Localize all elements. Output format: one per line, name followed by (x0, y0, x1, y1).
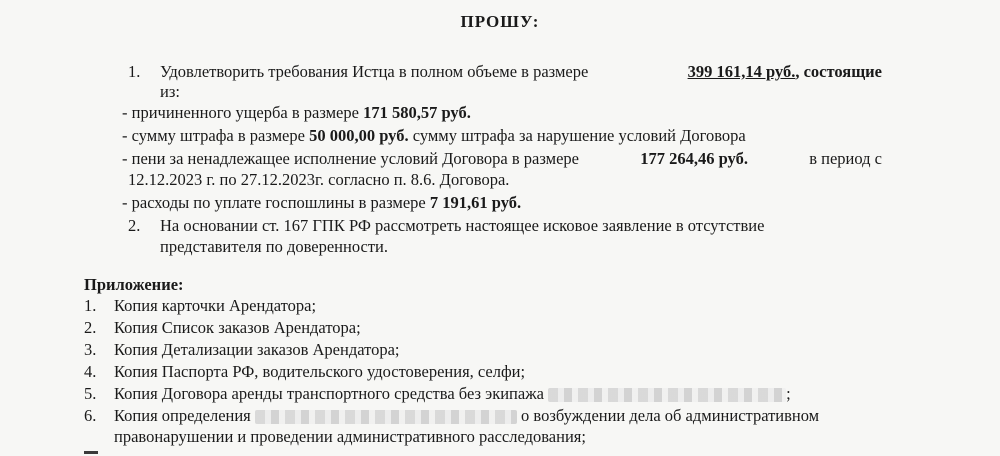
bullet-fine-text-b: сумму штрафа за нарушение условий Договора (412, 126, 746, 145)
appendix-item-6-tail: о возбуждении дела об административном (521, 406, 820, 425)
page-title (0, 12, 1000, 32)
redacted-block (548, 388, 786, 402)
request-item-2-cont: представителя по доверенности. (160, 237, 388, 256)
request-item-2-number: 2. (128, 216, 141, 235)
request-item-1-number: 1. (128, 62, 141, 81)
appendix-item-5-text: Копия Договора аренды транспортного средства без экипажа (114, 384, 544, 403)
appendix-item-1: Копия карточки Арендатора; (114, 296, 317, 315)
bullet-damage (122, 103, 471, 123)
bullet-penalty-text-b: в период с (809, 149, 882, 168)
appendix-item-3: Копия Детализации заказов Арендатора; (114, 340, 400, 359)
appendix-item-5-tail: ; (786, 384, 791, 403)
appendix-item-5-number: 5. (84, 384, 97, 403)
appendix-heading: Приложение: (84, 275, 184, 294)
request-item-1-cont: из: (160, 82, 180, 101)
appendix-item-2-number: 2. (84, 318, 97, 337)
total-amount: 399 161,14 руб. (687, 62, 796, 81)
appendix-item-6-text: Копия определения (114, 406, 251, 425)
fine-amount: 50 000,00 руб. (309, 126, 409, 145)
cropped-next-line (84, 446, 864, 456)
appendix-item-1-number: 1. (84, 296, 97, 315)
request-item-1 (160, 62, 882, 82)
bullet-penalty-cont: 12.12.2023 г. по 27.12.2023г. согласно п. 8.6. Договора. (128, 170, 510, 189)
damage-amount: 171 580,57 руб. (363, 103, 471, 122)
fee-amount: 7 191,61 руб. (429, 193, 522, 212)
title-text: ПРОШУ: (460, 12, 540, 31)
bullet-fee-text: - расходы по уплате госпошлины в размере (122, 193, 426, 212)
appendix-item-3-number: 3. (84, 340, 97, 359)
bullet-fine-text: - сумму штрафа в размере (122, 126, 305, 145)
request-item-1-text-b: , состоящие (795, 62, 882, 81)
appendix-item-6-cont: правонарушении и проведении административного расследования; (114, 427, 586, 446)
bullet-penalty-text: - пени за ненадлежащее исполнение условий Договора в размере (122, 149, 579, 168)
request-item-2-text: На основании ст. 167 ГПК РФ рассмотреть настоящее исковое заявление в отсутствие (160, 216, 765, 235)
request-item-1-amount-group (688, 62, 882, 82)
appendix-item-5 (114, 384, 791, 404)
bullet-damage-text: - причиненного ущерба в размере (122, 103, 359, 122)
appendix-item-4: Копия Паспорта РФ, водительского удостоверения, селфи; (114, 362, 526, 381)
appendix-item-6 (114, 406, 819, 426)
appendix-item-4-number: 4. (84, 362, 97, 381)
bullet-fee (122, 193, 521, 213)
penalty-amount: 177 264,46 руб. (640, 149, 748, 168)
appendix-item-6-number: 6. (84, 406, 97, 425)
appendix-item-2: Копия Список заказов Арендатора; (114, 318, 361, 337)
bullet-fine (122, 126, 746, 146)
request-item-2 (160, 216, 882, 236)
redacted-block (255, 410, 517, 424)
bullet-penalty (122, 149, 882, 169)
request-item-1-text: Удовлетворить требования Истца в полном объеме в размере (160, 62, 589, 81)
